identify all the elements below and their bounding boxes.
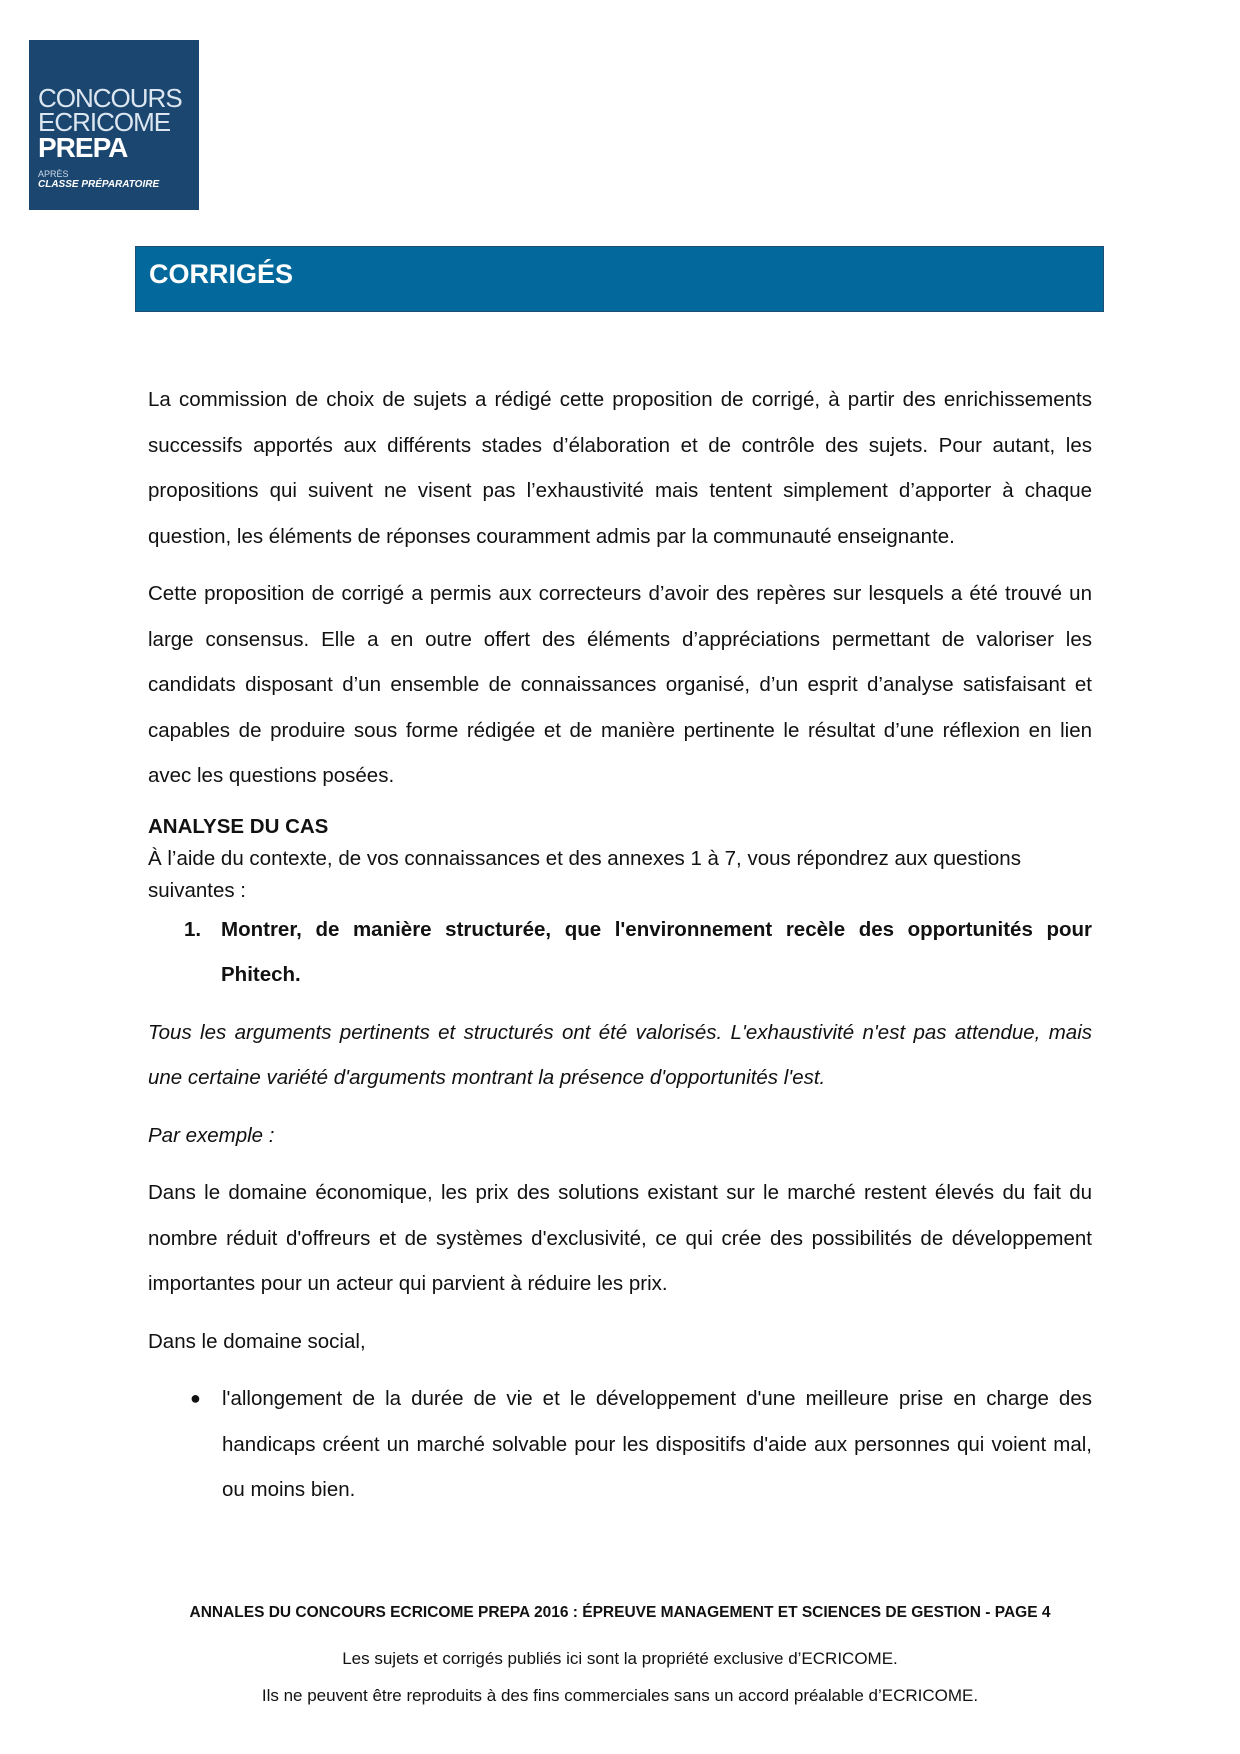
analysis-instruction: À l’aide du contexte, de vos connaissances et des annexes 1 à 7, vous répondrez aux questions suivantes : [148, 846, 1021, 902]
list-item [148, 1376, 1092, 1513]
social-intro: Dans le domaine social, [148, 1329, 366, 1353]
example-label: Par exemple : [148, 1123, 275, 1147]
intro-paragraph-2: Cette proposition de corrigé a permis aux correcteurs d’avoir des repères sur lesquels a été trouvé un large consensus. Elle a en outre offert des éléments d’appréciations permettant de valoriser les candidats disposant d’un ensemble de connaissances organisé, d’un esprit d’analyse satisfaisant et capables de produire sous forme rédigée et de manière pertinente le résultat d’une réflexion en lien avec les questions posées. [148, 582, 1092, 787]
logo-line-prepa: PREPA [38, 132, 128, 163]
ecricome-prepa-logo [29, 40, 199, 210]
economic-paragraph: Dans le domaine économique, les prix des solutions existant sur le marché restent élevés du fait du nombre réduit d'offreurs et de systèmes d'exclusivité, ce qui crée des possibilités de développement importantes pour un acteur qui parvient à réduire les prix. [148, 1181, 1092, 1295]
question-1 [148, 907, 1092, 998]
document-body [148, 377, 1092, 1525]
list-item-text: l'allongement de la durée de vie et le développement d'une meilleure prise en charge des handicaps créent un marché solvable pour les dispositifs d'aide aux personnes qui voient mal, ou moins bien. [222, 1387, 1092, 1501]
logo-line-apres: APRÈS [38, 169, 69, 179]
section-banner [135, 246, 1104, 312]
question-number: 1. [184, 917, 202, 941]
analysis-heading: ANALYSE DU CAS [148, 814, 329, 838]
logo-line-concours: CONCOURS [38, 83, 182, 113]
logo-line-ecricome: ECRICOME [38, 107, 171, 137]
logo-line-classe-preparatoire: CLASSE PRÉPARATOIRE [38, 179, 160, 190]
footer-running-title: ANNALES DU CONCOURS ECRICOME PREPA 2016 : ÉPREUVE MANAGEMENT ET SCIENCES DE GESTION - PAGE 4 [189, 1604, 1051, 1621]
footer-copyright-line-2: Ils ne peuvent être reproduits à des fins commerciales sans un accord préalable d’ECRICOME. [261, 1686, 979, 1705]
evaluation-note: Tous les arguments pertinents et structurés ont été valorisés. L'exhaustivité n'est pas attendue, mais une certaine variété d'arguments montrant la présence d'opportunités l'est. [148, 1020, 1092, 1089]
footer-copyright-line-1: Les sujets et corrigés publiés ici sont la propriété exclusive d’ECRICOME. [342, 1649, 898, 1668]
question-text: Montrer, de manière structurée, que l'environnement recèle des opportunités pour Phitech. [221, 917, 1092, 986]
intro-paragraph-1: La commission de choix de sujets a rédigé cette proposition de corrigé, à partir des enrichissements successifs apportés aux différents stades d’élaboration et de contrôle des sujets. Pour autant, les propositions qui suivent ne visent pas l’exhaustivité mais tentent simplement d’apporter à chaque question, les éléments de réponses couramment admis par la communauté enseignante. [148, 388, 1092, 548]
section-title: CORRIGÉS [149, 259, 294, 289]
bullet-icon: ● [190, 1388, 201, 1408]
